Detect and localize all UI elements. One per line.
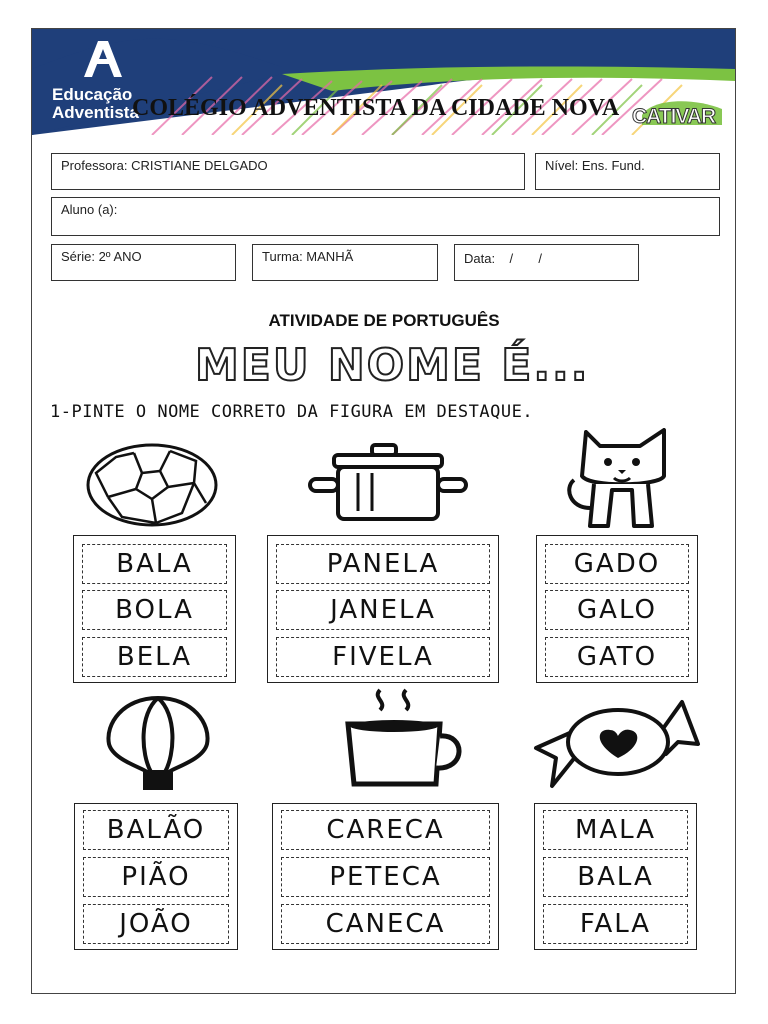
level-field: Nível: Ens. Fund. <box>535 153 720 190</box>
word-option[interactable]: PIÃO <box>83 857 229 897</box>
word-option[interactable]: BOLA <box>82 590 227 630</box>
word-option[interactable]: PETECA <box>281 857 490 897</box>
word-option[interactable]: BALA <box>543 857 688 897</box>
word-option[interactable]: GALO <box>545 590 689 630</box>
word-box <box>534 803 697 950</box>
hot-air-balloon-icon <box>103 694 213 790</box>
cat-icon <box>560 428 680 530</box>
mug-icon <box>340 684 468 788</box>
word-box <box>272 803 499 950</box>
header-banner <box>32 29 735 135</box>
student-name-field[interactable]: Aluno (a): <box>51 197 720 236</box>
pan-icon <box>308 443 468 523</box>
school-name: COLÉGIO ADVENTISTA DA CIDADE NOVA <box>132 95 620 121</box>
word-option[interactable]: GADO <box>545 544 689 584</box>
teacher-field: Professora: CRISTIANE DELGADO <box>51 153 525 190</box>
activity-heading: MEU NOME É... <box>195 340 590 391</box>
word-option[interactable]: BELA <box>82 637 227 677</box>
word-box <box>74 803 238 950</box>
word-option[interactable]: PANELA <box>276 544 490 584</box>
word-option[interactable]: FALA <box>543 904 688 944</box>
instruction: 1-PINTE O NOME CORRETO DA FIGURA EM DESTAQUE. <box>50 402 534 422</box>
grade-field: Série: 2º ANO <box>51 244 236 281</box>
word-option[interactable]: CARECA <box>281 810 490 850</box>
word-option[interactable]: JANELA <box>276 590 490 630</box>
word-option[interactable]: MALA <box>543 810 688 850</box>
word-option[interactable]: BALA <box>82 544 227 584</box>
activity-title: ATIVIDADE DE PORTUGUÊS <box>268 311 500 330</box>
word-option[interactable]: GATO <box>545 637 689 677</box>
shift-field: Turma: MANHÃ <box>252 244 438 281</box>
word-option[interactable]: JOÃO <box>83 904 229 944</box>
candy-icon <box>532 696 702 792</box>
word-option[interactable]: FIVELA <box>276 637 490 677</box>
logo-line-2: Adventista <box>52 103 139 122</box>
word-box <box>267 535 499 683</box>
brand-logo <box>52 86 139 122</box>
word-option[interactable]: CANECA <box>281 904 490 944</box>
date-field[interactable]: Data: / / <box>454 244 639 281</box>
word-box <box>73 535 236 683</box>
soccer-ball-icon <box>86 443 218 527</box>
word-box <box>536 535 698 683</box>
word-option[interactable]: BALÃO <box>83 810 229 850</box>
logo-line-1: Educação <box>52 85 133 104</box>
cativar-logo: CATIVAR <box>632 105 716 128</box>
